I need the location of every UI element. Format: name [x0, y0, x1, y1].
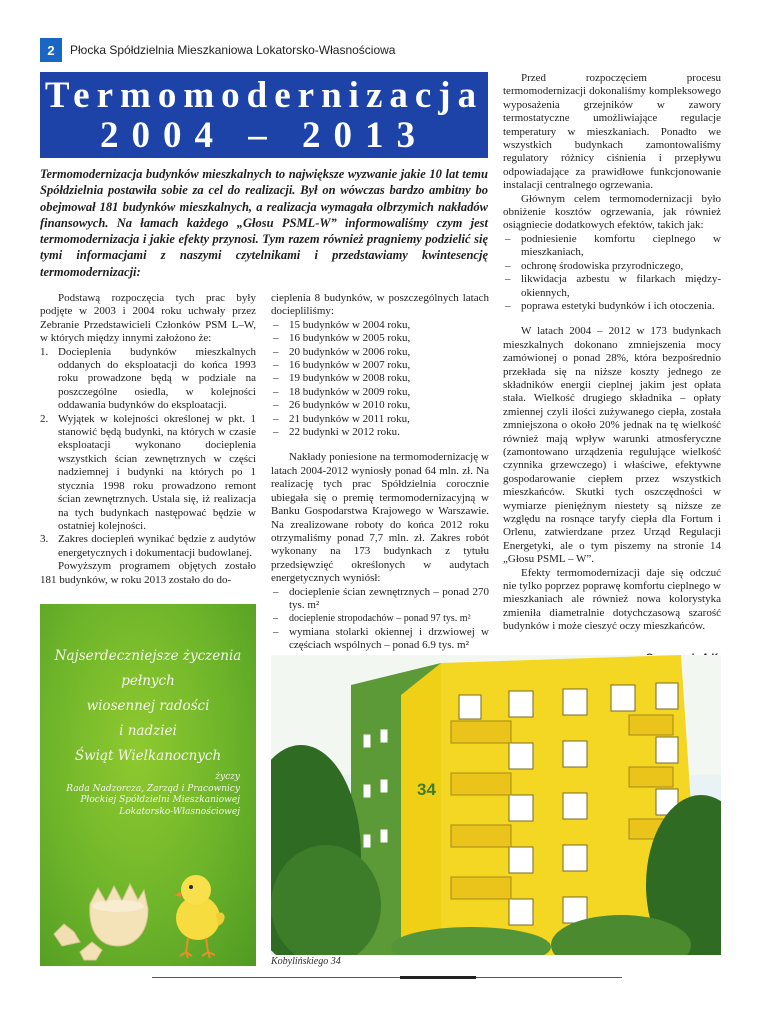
list-item: – docieplenie stropodachów – ponad 97 tys. m² — [273, 613, 471, 625]
building-photo — [271, 655, 721, 955]
article-title: Termomodernizacja — [44, 75, 484, 116]
greeting-signature: życzy Rada Nadzorcza, Zarząd i Pracownicy Płockiej Spółdzielni Mieszkaniowej Lokatorsko-Własnościowej — [66, 772, 240, 817]
col3-p3: W latach 2004 – 2012 w 173 budynkach mieszkalnych dokonano zmniejszenia mocy zamówionej o ponad 28%, która bezpośrednio przekłada się na niższe koszty jednego ze składników energii cieplnej jakim jest opłata stała. Wielkość drugiego składnika – opłaty zmiennej czyli ilości zużywanego ciepła, została zmniejszona o około 20% jednak na tę wielkość również mają wpływ warunki atmosferyczne (zamontowano urządzenia regulujące wielkość czynnika grzewczego) i właściwe, efektywne gospodarowanie ciepłem przez wszystkich mieszkańców. Skutki tych oszczędności w wymiarze pieniężnym niestety są niższe ze względu na rosnące taryfy ciepła dla Fortum i Orlenu, zatwierdzane przez Urząd Regulacji Energetyki, ale o tym piszemy na stronie 14 „Głosu PSML – W”. — [503, 325, 721, 566]
column-2 — [271, 292, 489, 679]
page-number: 2 — [40, 38, 62, 62]
list-item: – 16 budynków w 2005 roku, — [273, 332, 411, 345]
col2-intro: cieplenia 8 budynków, w poszczególnych latach dociepliliśmy: — [271, 292, 489, 318]
photo-caption: Kobylińskiego 34 — [271, 956, 341, 967]
chick-eggshell-illustration — [40, 834, 256, 966]
list-item: – 16 budynków w 2007 roku, — [273, 359, 411, 372]
footer-divider — [152, 977, 622, 978]
page-header — [40, 38, 395, 62]
easter-greeting-card — [40, 604, 256, 966]
list-item: – 22 budynki w 2012 roku. — [273, 426, 400, 439]
col1-intro: Podstawą rozpoczęcia tych prac były podjęte w 2003 i 2004 roku uchwały przez Zebranie Przedstawicieli Członków PSM L–W, w których między innymi założono że: — [40, 292, 256, 345]
title-banner — [40, 72, 488, 158]
list-item: – 20 budynków w 2006 roku, — [273, 345, 411, 358]
col1-outro: Powyższym programem objętych zostało 181 budynków, w roku 2013 zostało do do- — [40, 560, 256, 586]
list-item: – ochronę środowiska przyrodniczego, — [505, 259, 684, 272]
col3-p4: Efekty termomodernizacji daje się odczuć nie tylko poprzez poprawę komfortu cieplnego w mieszkaniach ale również nowa kolorystyka zmieniła diametralnie dotychczasową szarość budynków i może cieszyć oczy mieszkańców. — [503, 566, 721, 633]
list-item: – wymiana stolarki okiennej i drzwiowej w częściach wspólnych – ponad 6.9 tys. m² — [273, 625, 489, 652]
costs-paragraph: Nakłady poniesione na termomodernizację w latach 2004-2012 wyniosły ponad 64 mln. zł. Na realizację tych prac Spółdzielnia corocznie ubiegała się o premię termomodernizacyjną w Banku Gospodarstwa Krajowego w Warszawie. Na zrealizowane roboty do końca 2012 roku otrzymaliśmy ponad 7,7 mln. zł. Zakres robót wykonany na 173 budynkach z tytułu przedsięwzięć określonych w audytach energetycznych wyniósł: — [271, 451, 489, 585]
list-item: 2. Wyjątek w kolejności określonej w pkt. 1 stanowić będą budynki, na których w czasie eksploatacji wykonano docieplenia wszystkich ścian zewnętrznych w części nadziemnej i budynki na których po 1 stycznia 1998 roku prowadzono remont ścian zewnętrznych. Ustala się, iż realizacja na tych budynkach następować będzie w ostatniej kolejności. — [40, 412, 256, 532]
resolution-list — [40, 346, 256, 561]
col3-p1: Przed rozpoczęciem procesu termomodernizacji dokonaliśmy kompleksowego wyposażenia grzejników w zawory termostatyczne umożliwiające regulacje temperatury w mieszkaniach. Ponadto we wszystkich budynkach zamontowaliśmy regulatory różnicy ciśnienia i przepływu odpowiadające za prawidłowe funkcjonowanie instalacji centralnego ogrzewania. — [503, 72, 721, 192]
list-item: – docieplenie ścian zewnętrznych – ponad 270 tys. m² — [273, 585, 489, 611]
list-item: – 18 budynków w 2009 roku, — [273, 385, 411, 398]
publication-name: Płocka Spółdzielnia Mieszkaniowa Lokatorsko-Własnościowa — [70, 43, 396, 57]
column-3 — [503, 72, 721, 634]
greeting-text: Najserdeczniejsze życzenia pełnych wiosennej radości i nadziei Świąt Wielkanocnych — [54, 648, 242, 764]
article-years: 2004 – 2013 — [100, 115, 428, 156]
effects-list — [503, 233, 721, 313]
building-number: 34 — [417, 780, 436, 799]
list-item: 1. Docieplenia budynków mieszkalnych oddanych do eksploatacji do końca 1993 roku prowadzone będą w podziale na poszczególne osiedla, w kolejności oddawania budynków do eksploatacji. — [40, 345, 256, 412]
lead-paragraph: Termomodernizacja budynków mieszkalnych to największe wyzwanie jakie 10 lat temu Spółdzielnia postawiła sobie za cel do realizacji. Był on wówczas bardzo ambitny bo obejmował 181 budynków mieszkalnych, a realizacja wymagała olbrzymich nakładów finansowych. Na łamach każdego „Głosu PSML-W” informowaliśmy czym jest termomodernizacja i jakie efekty przynosi. Tym razem również pragniemy podzielić się tymi informacjami z naszymi czytelnikami i przedstawiamy kwintesencję termomodernizacji: — [40, 167, 488, 279]
column-1 — [40, 292, 256, 587]
list-item: – 15 budynków w 2004 roku, — [273, 318, 411, 331]
list-item: – 19 budynków w 2008 roku, — [273, 372, 411, 385]
list-item: – 26 budynków w 2010 roku, — [273, 399, 411, 412]
yearly-list — [271, 319, 489, 440]
list-item: – 21 budynków w 2011 roku, — [273, 412, 410, 425]
list-item: – podniesienie komfortu cieplnego w mieszkaniach, — [505, 232, 721, 259]
list-item: – poprawa estetyki budynków i ich otoczenia. — [505, 299, 715, 312]
list-item: – likwidacja azbestu w filarkach między-okiennych, — [505, 273, 721, 299]
list-item: 3. Zakres dociepleń wynikać będzie z audytów energetycznych i dokumentacji budowlanej. — [40, 533, 256, 559]
footer-divider-accent — [400, 976, 476, 979]
col3-p2: Głównym celem termomodernizacji było obniżenie kosztów ogrzewania, jak również osiągniecie dodatkowych efektów, takich jak: — [503, 192, 721, 232]
